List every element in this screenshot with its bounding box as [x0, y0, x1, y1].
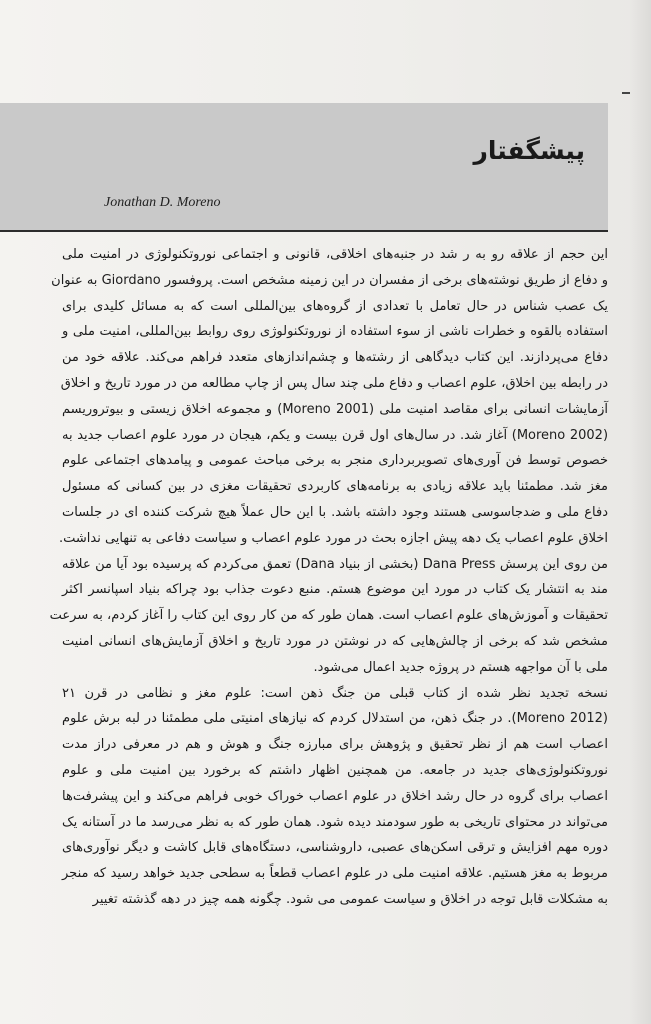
text-line: به مشکلات قابل توجه در اخلاق و سیاست عمومی می شود. چگونه همه چیز در دهه گذشته تغییر: [92, 891, 608, 907]
chapter-author: Jonathan D. Moreno: [104, 195, 221, 210]
paragraph: [49, 242, 609, 681]
page-gutter-shadow: [629, 0, 651, 1024]
chapter-header-band: [0, 103, 608, 231]
text-line: دفاع ملی و ضدجاسوسی هستند وجود داشته باشد. با این حال عملاً هیچ شرکت کننده ای در جلسات: [62, 504, 608, 520]
text-line: خصوص توسط فن آوری‌های تصویربرداری منجر به برخی مباحث عمومی و پیامدهای اجتماعی علوم: [62, 453, 608, 469]
chapter-title: پیشگفتار: [473, 136, 585, 165]
text-line: می‌تواند در محتوای تاریخی به طور سودمند دیده شود. همان طور که به نظر می‌رسد ما در آستانه یک: [62, 814, 608, 830]
text-line: دوره مهم افزایش و ترقی اسکن‌های عصبی، داروشناسی، دستگاه‌های قابل کاشت و دیگر نوآوری‌های: [62, 840, 608, 856]
margin-mark: [622, 92, 630, 94]
text-line: نسخه تجدید نظر شده از کتاب قبلی من جنگ ذهن است: علوم مغز و نظامی در قرن ۲۱: [62, 685, 608, 701]
text-line: مشخص شد که برخی از چالش‌هایی که در نوشتن در مورد تاریخ و اخلاق آزمایش‌های انسانی امنیت: [62, 633, 608, 649]
text-line: و دفاع از طریق نوشته‌های برخی از مفسران در این زمینه مشخص است. پروفسور Giordano به عنوان: [51, 272, 608, 288]
text-line: اعصاب برای گروه در حال رشد اخلاق در علوم اعصاب خوراک خوبی فراهم می‌کند و این پیشرفت‌ها: [62, 788, 608, 804]
paragraph: [62, 681, 608, 913]
text-line: اعصاب است هم از نظر تحقیق و پژوهش برای مبارزه جنگ و هوش و هم در معرفی دراز مدت: [62, 737, 608, 753]
text-line: من روی این پرسش Dana Press (بخشی از بنیاد Dana) تعمق می‌کردم که پرسیده بود آیا من علاقه: [62, 556, 608, 572]
text-line: (Moreno 2012). در جنگ ذهن، من استدلال کردم که نیازهای امنیتی ملی مطمئنا در لبه برش علوم: [62, 711, 608, 727]
text-line: مند به انتشار یک کتاب در مورد این موضوع هستم. منبع دعوت جذاب بود چراکه بنیاد اسپانسر اکثر: [62, 582, 608, 598]
body-text: [49, 242, 609, 1007]
text-line: (Moreno 2002) آغاز شد. در سال‌های اول قرن بیست و یکم، هیجان در مورد علوم اعصاب جدید به: [62, 427, 609, 443]
text-line: این حجم از علاقه رو به ر شد در جنبه‌های اخلاقی، قانونی و اجتماعی نوروتکنولوژی در امنیت ملی: [62, 247, 608, 262]
text-line: مغز شد. مطمئنا باید علاقه زیادی به برنامه‌های کاربردی تحقیقات مغزی در بین کسانی که مسئول: [62, 479, 608, 495]
text-line: اخلاق علوم اعصاب یک دهه پیش اجازه بحث در مورد علوم اعصاب و سیاست دفاعی به تنهایی نداشت.: [59, 530, 608, 546]
text-line: تحقیقات و آموزش‌های علوم اعصاب است. همان طور که من کار روی این کتاب را آغاز کردم، به سرعت: [49, 608, 608, 624]
text-line: نوروتکنولوژی‌های جدید در جامعه. من همچنین اظهار داشتم که برخورد بین امنیت ملی و علوم: [62, 762, 608, 778]
text-line: مربوط به مغز هستیم. علاقه امنیت ملی در علوم اعصاب قطعاً به سطحی جدید خواهد رسید که منجر: [62, 866, 608, 882]
text-line: یک عصب شناس در حال تعامل با تعدادی از گروه‌های بین‌المللی است که به مسائل کلیدی برای: [62, 298, 608, 314]
text-line: ملی با آن مواجهه هستم در پروژه جدید اعمال می‌شود.: [313, 659, 608, 675]
text-line: آزمایشات انسانی برای مقاصد امنیت ملی (Moreno 2001) و مجموعه اخلاق زیستی و بیوتروریسم: [62, 401, 608, 417]
chapter-header-rule: [0, 230, 608, 232]
text-line: استفاده بالقوه و خطرات ناشی از سوء استفاده از نوروتکنولوژی روی روابط بین‌المللی، امنیت ملی و: [62, 324, 608, 340]
text-line: دفاع می‌پردازند. این کتاب دیدگاهی از رشته‌ها و چشم‌اندازهای متعدد فراهم می‌کند. علاقه خود من: [62, 350, 608, 366]
text-line: در رابطه بین اخلاق، علوم اعصاب و دفاع ملی چند سال پس از چاپ مطالعه من در مورد تاریخ و اخلاق: [60, 375, 608, 391]
